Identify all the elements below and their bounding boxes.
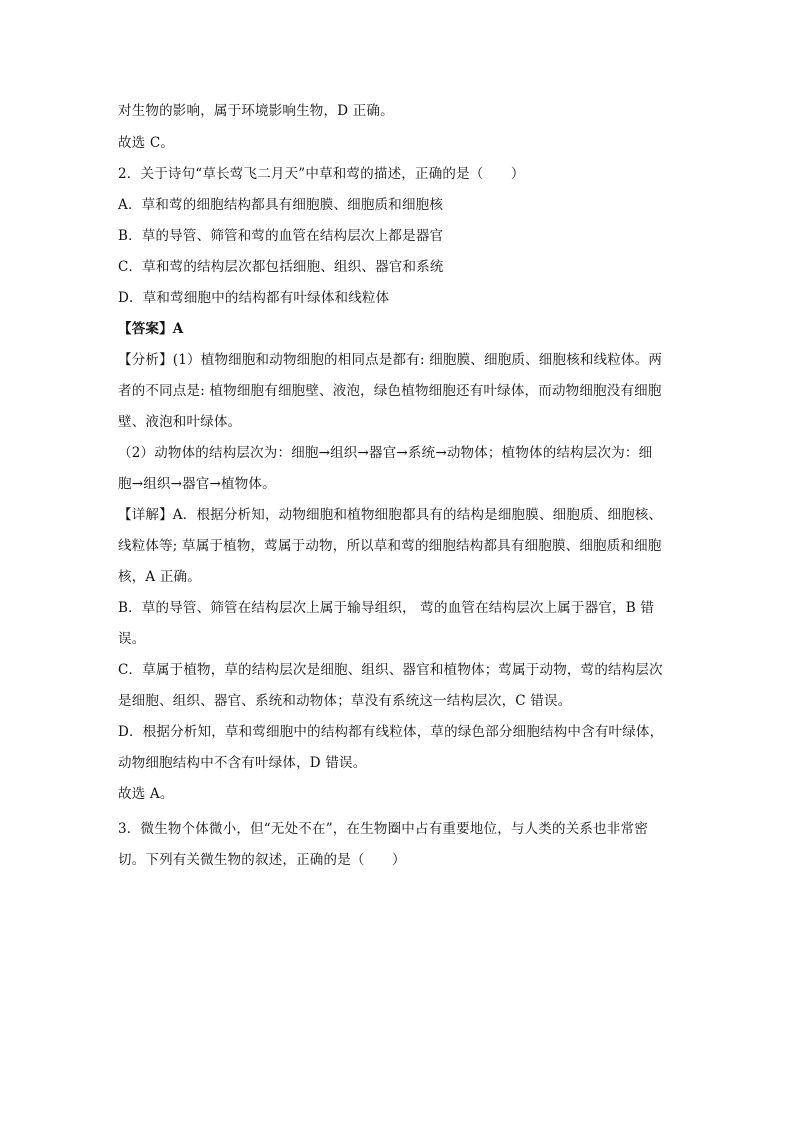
explanation-line: C．草属于植物，草的结构层次是细胞、组织、器官和植物体；莺属于动物，莺的结构层次: [118, 662, 663, 678]
option-a: A．草和莺的细胞结构都具有细胞膜、细胞质和细胞核: [118, 197, 444, 213]
explanation-line: 【详解】A．根据分析知，动物细胞和植物细胞都具有的结构是细胞膜、细胞质、细胞核、: [118, 507, 663, 523]
explanation-line: D．根据分析知，草和莺细胞中的结构都有线粒体，草的绿色部分细胞结构中含有叶绿体，: [118, 724, 664, 740]
analysis-line: 壁、液泡和叶绿体。: [118, 414, 242, 430]
analysis-line: （2）动物体的结构层次为：细胞→组织→器官→系统→动物体；植物体的结构层次为：细: [118, 445, 653, 461]
option-c: C．草和莺的结构层次都包括细胞、组织、器官和系统: [118, 259, 444, 275]
explanation-line: 核，A 正确。: [118, 569, 201, 585]
text-line: 故选 A。: [118, 786, 174, 802]
analysis-line: 胞→组织→器官→植物体。: [118, 476, 276, 492]
analysis-line: 【分析】(1）植物细胞和动物细胞的相同点是都有: 细胞膜、细胞质、细胞核和线粒体。两: [118, 352, 663, 368]
answer-label: 【答案】A: [118, 321, 184, 337]
explanation-line: 线粒体等; 草属于植物，莺属于动物，所以草和莺的细胞结构都具有细胞膜、细胞质和细胞: [118, 538, 662, 554]
analysis-line: 者的不同点是: 植物细胞有细胞壁、液泡，绿色植物细胞还有叶绿体，而动物细胞没有细胞: [118, 383, 662, 399]
explanation-line: B．草的导管、筛管在结构层次上属于输导组织， 莺的血管在结构层次上属于器官，B 错: [118, 600, 655, 616]
text-line: 对生物的影响，属于环境影响生物，D 正确。: [118, 103, 394, 119]
option-d: D．草和莺细胞中的结构都有叶绿体和线粒体: [118, 290, 390, 306]
explanation-line: 动物细胞结构中不含有叶绿体，D 错误。: [118, 755, 367, 771]
explanation-line: 误。: [118, 631, 146, 647]
option-b: B．草的导管、筛管和莺的血管在结构层次上都是器官: [118, 228, 444, 244]
question-stem: 2．关于诗句“草长莺飞二月天”中草和莺的描述，正确的是（ ）: [118, 166, 525, 182]
text-line: 故选 C。: [118, 135, 175, 151]
explanation-line: 是细胞、组织、器官、系统和动物体；草没有系统这一结构层次，C 错误。: [118, 693, 572, 709]
question-stem: 切。下列有关微生物的叙述，正确的是（ ）: [118, 852, 406, 868]
question-stem: 3．微生物个体微小，但“无处不在”，在生物圈中占有重要地位，与人类的关系也非常密: [118, 821, 648, 837]
